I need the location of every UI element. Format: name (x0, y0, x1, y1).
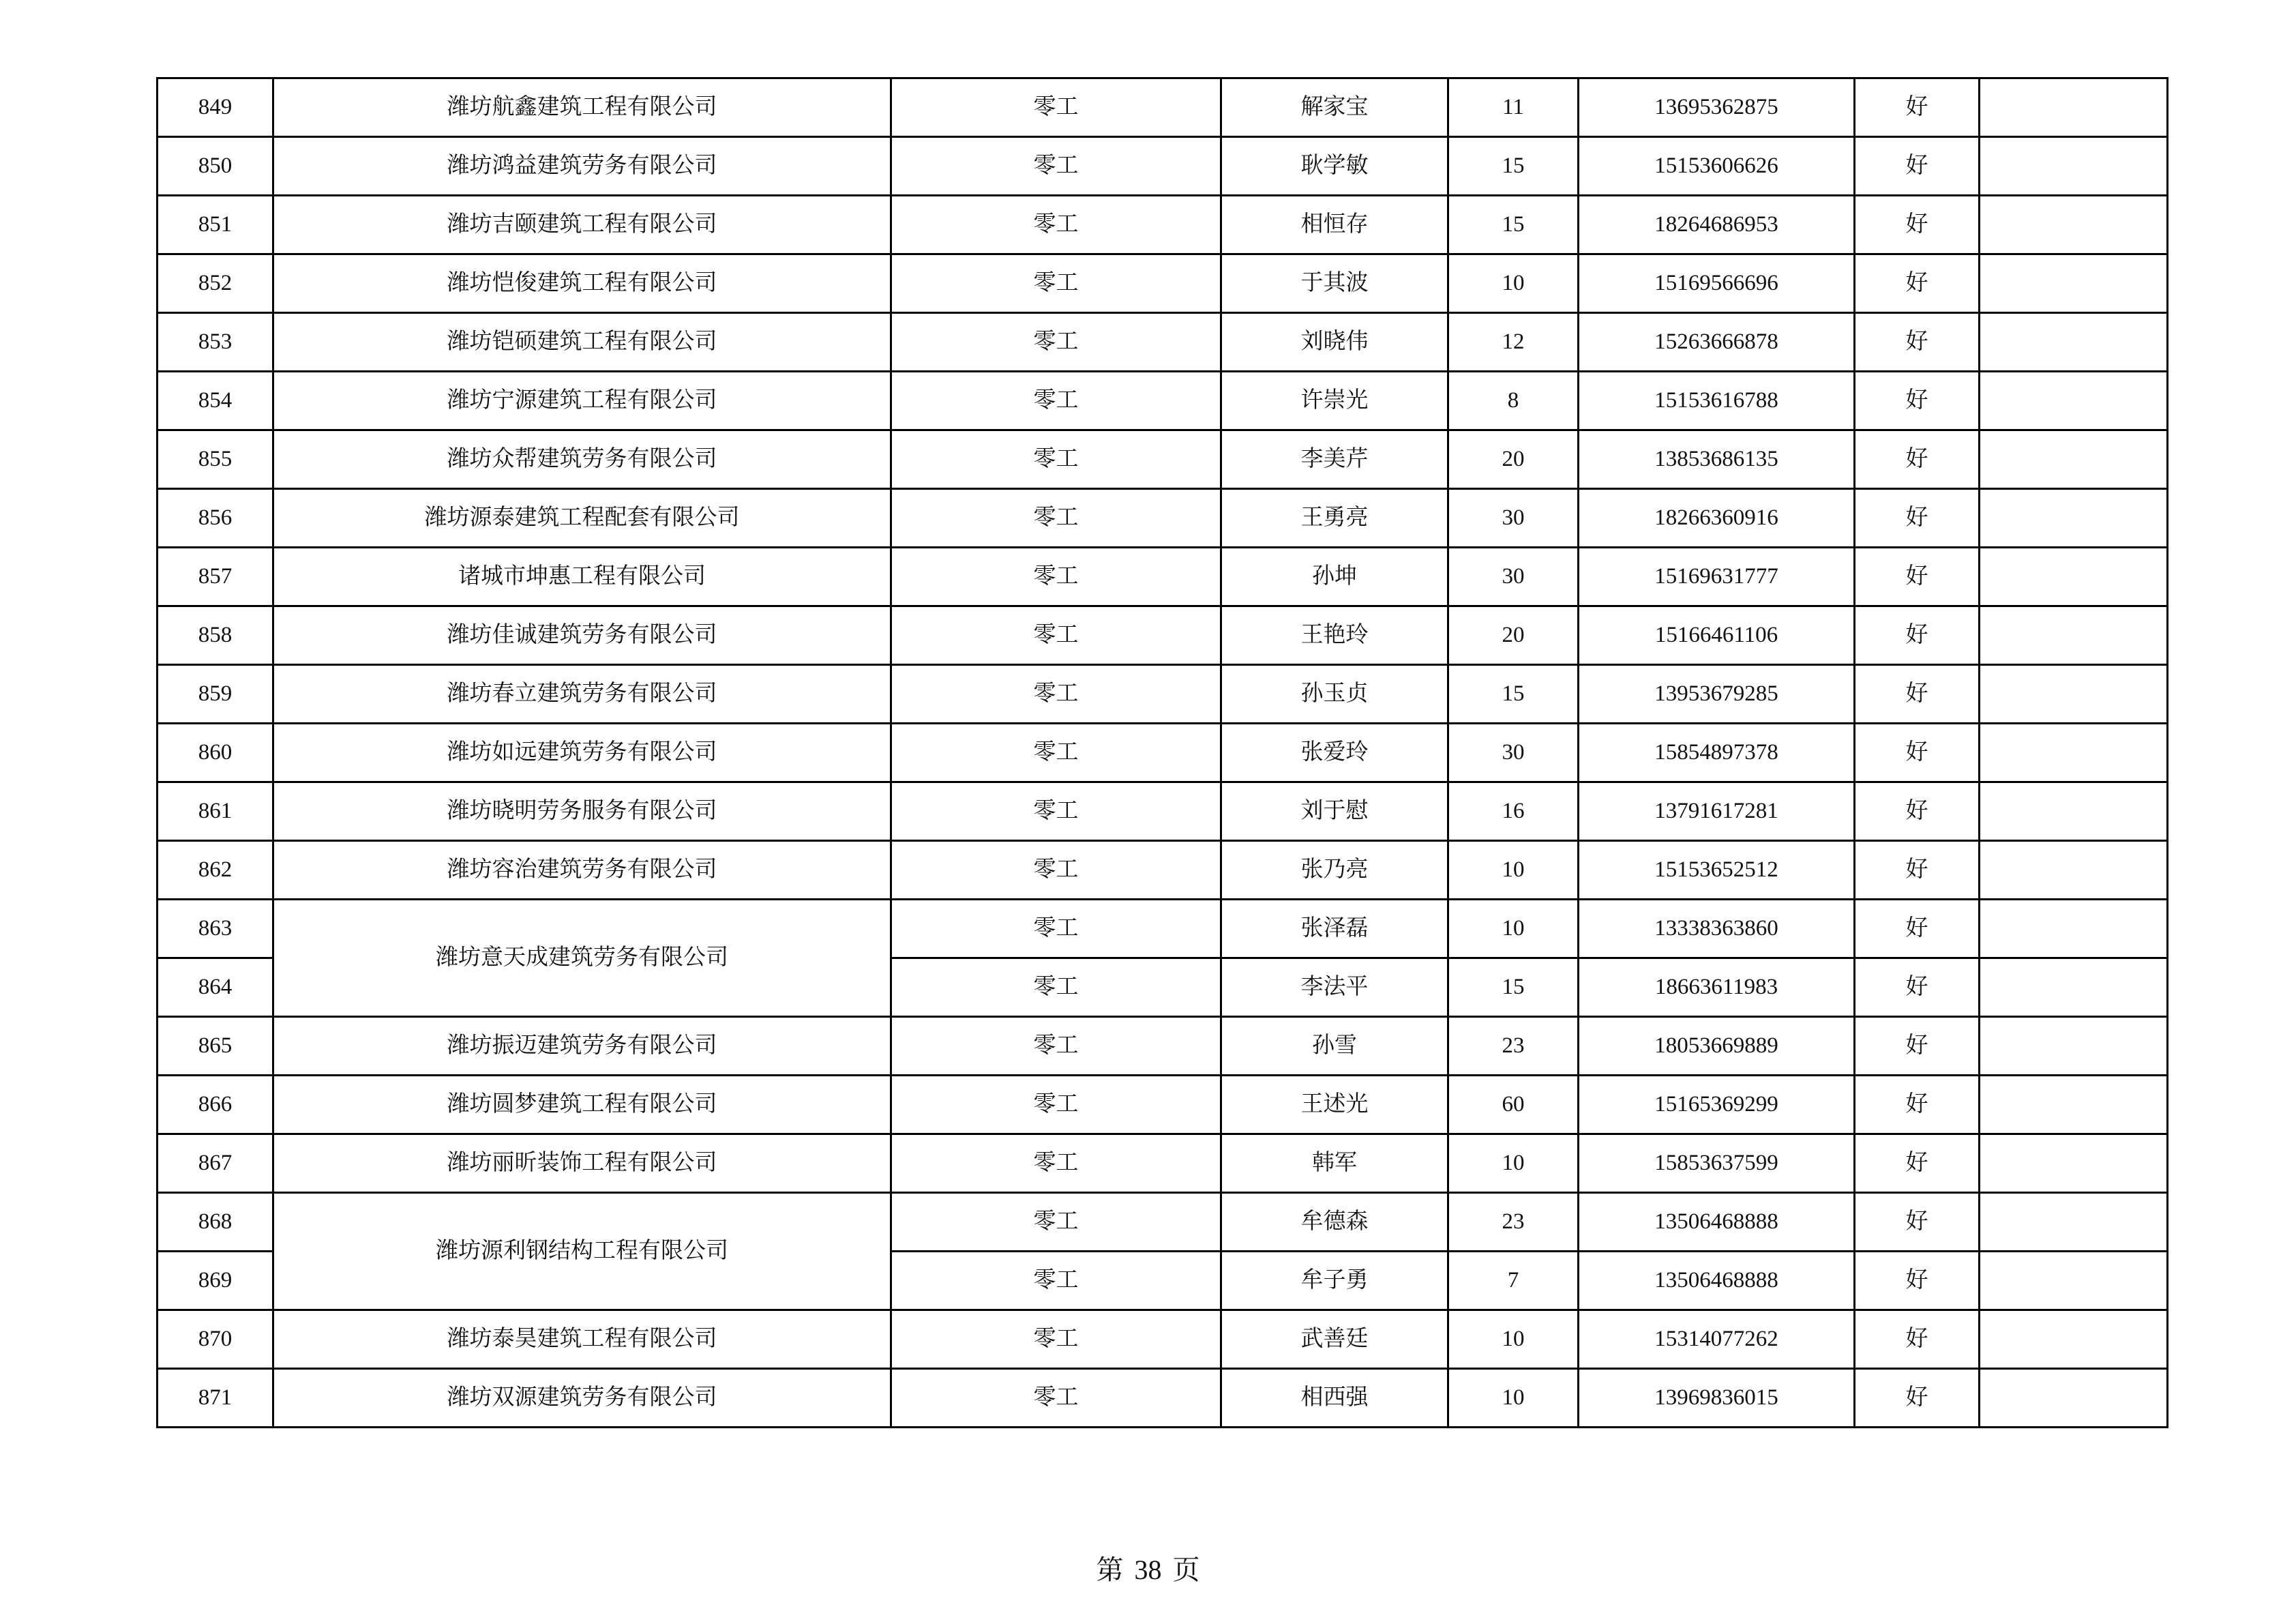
rating-cell: 好 (1855, 1193, 1980, 1252)
company-name-cell: 潍坊容治建筑劳务有限公司 (273, 841, 891, 900)
remark-cell (1980, 1252, 2168, 1310)
contact-name-cell: 孙玉贞 (1221, 665, 1448, 724)
rating-cell: 好 (1855, 900, 1980, 958)
phone-cell: 13791617281 (1579, 782, 1855, 841)
table-row (158, 1134, 2168, 1193)
company-name-cell: 潍坊振迈建筑劳务有限公司 (273, 1017, 891, 1076)
job-type-cell: 零工 (891, 372, 1221, 430)
contact-name-cell: 李法平 (1221, 958, 1448, 1017)
table-row (158, 900, 2168, 958)
remark-cell (1980, 606, 2168, 665)
rating-cell: 好 (1855, 1134, 1980, 1193)
job-type-cell: 零工 (891, 841, 1221, 900)
row-number-cell: 849 (158, 78, 273, 137)
contact-name-cell: 刘晓伟 (1221, 313, 1448, 372)
job-type-cell: 零工 (891, 1369, 1221, 1428)
table-row (158, 313, 2168, 372)
phone-cell: 15169566696 (1579, 254, 1855, 313)
table-row (158, 548, 2168, 606)
row-number-cell: 862 (158, 841, 273, 900)
contact-name-cell: 王述光 (1221, 1076, 1448, 1134)
phone-cell: 15314077262 (1579, 1310, 1855, 1369)
rating-cell: 好 (1855, 372, 1980, 430)
remark-cell (1980, 1134, 2168, 1193)
remark-cell (1980, 1193, 2168, 1252)
worker-count-cell: 10 (1448, 1134, 1579, 1193)
row-number-cell: 855 (158, 430, 273, 489)
job-type-cell: 零工 (891, 606, 1221, 665)
rating-cell: 好 (1855, 1310, 1980, 1369)
table-row (158, 1076, 2168, 1134)
table-row (158, 1193, 2168, 1252)
phone-cell: 13953679285 (1579, 665, 1855, 724)
worker-count-cell: 10 (1448, 254, 1579, 313)
row-number-cell: 856 (158, 489, 273, 548)
company-name-cell: 潍坊圆梦建筑工程有限公司 (273, 1076, 891, 1134)
worker-count-cell: 10 (1448, 841, 1579, 900)
company-name-cell: 潍坊铠硕建筑工程有限公司 (273, 313, 891, 372)
rating-cell: 好 (1855, 78, 1980, 137)
remark-cell (1980, 430, 2168, 489)
company-name-cell: 潍坊源利钢结构工程有限公司 (273, 1193, 891, 1310)
phone-cell: 15263666878 (1579, 313, 1855, 372)
row-number-cell: 860 (158, 724, 273, 782)
table-row (158, 841, 2168, 900)
worker-count-cell: 10 (1448, 900, 1579, 958)
row-number-cell: 867 (158, 1134, 273, 1193)
rating-cell: 好 (1855, 137, 1980, 196)
table-row (158, 1017, 2168, 1076)
rating-cell: 好 (1855, 1369, 1980, 1428)
job-type-cell: 零工 (891, 1134, 1221, 1193)
rating-cell: 好 (1855, 254, 1980, 313)
job-type-cell: 零工 (891, 900, 1221, 958)
remark-cell (1980, 841, 2168, 900)
contact-name-cell: 李美芹 (1221, 430, 1448, 489)
job-type-cell: 零工 (891, 724, 1221, 782)
row-number-cell: 851 (158, 196, 273, 254)
phone-cell: 15165369299 (1579, 1076, 1855, 1134)
contact-name-cell: 耿学敏 (1221, 137, 1448, 196)
table-row (158, 78, 2168, 137)
phone-cell: 18663611983 (1579, 958, 1855, 1017)
company-name-cell: 潍坊晓明劳务服务有限公司 (273, 782, 891, 841)
table-row (158, 1369, 2168, 1428)
worker-count-cell: 15 (1448, 137, 1579, 196)
company-name-cell: 潍坊春立建筑劳务有限公司 (273, 665, 891, 724)
contact-name-cell: 牟子勇 (1221, 1252, 1448, 1310)
contact-name-cell: 解家宝 (1221, 78, 1448, 137)
worker-count-cell: 23 (1448, 1193, 1579, 1252)
contact-name-cell: 张乃亮 (1221, 841, 1448, 900)
worker-count-cell: 23 (1448, 1017, 1579, 1076)
row-number-cell: 870 (158, 1310, 273, 1369)
page-prefix: 第 (1096, 1554, 1124, 1585)
row-number-cell: 871 (158, 1369, 273, 1428)
company-name-cell: 潍坊源泰建筑工程配套有限公司 (273, 489, 891, 548)
rating-cell: 好 (1855, 841, 1980, 900)
table-body (158, 78, 2168, 1428)
contact-name-cell: 孙雪 (1221, 1017, 1448, 1076)
worker-count-cell: 12 (1448, 313, 1579, 372)
company-name-cell: 潍坊如远建筑劳务有限公司 (273, 724, 891, 782)
remark-cell (1980, 196, 2168, 254)
rating-cell: 好 (1855, 430, 1980, 489)
worker-count-cell: 8 (1448, 372, 1579, 430)
rating-cell: 好 (1855, 724, 1980, 782)
company-table (156, 77, 2168, 1428)
rating-cell: 好 (1855, 548, 1980, 606)
contact-name-cell: 许崇光 (1221, 372, 1448, 430)
remark-cell (1980, 489, 2168, 548)
job-type-cell: 零工 (891, 313, 1221, 372)
phone-cell: 15153652512 (1579, 841, 1855, 900)
contact-name-cell: 于其波 (1221, 254, 1448, 313)
job-type-cell: 零工 (891, 782, 1221, 841)
worker-count-cell: 20 (1448, 430, 1579, 489)
remark-cell (1980, 372, 2168, 430)
rating-cell: 好 (1855, 958, 1980, 1017)
rating-cell: 好 (1855, 196, 1980, 254)
worker-count-cell: 15 (1448, 958, 1579, 1017)
row-number-cell: 857 (158, 548, 273, 606)
job-type-cell: 零工 (891, 196, 1221, 254)
rating-cell: 好 (1855, 313, 1980, 372)
company-name-cell: 诸城市坤惠工程有限公司 (273, 548, 891, 606)
job-type-cell: 零工 (891, 1252, 1221, 1310)
remark-cell (1980, 548, 2168, 606)
company-name-cell: 潍坊鸿益建筑劳务有限公司 (273, 137, 891, 196)
phone-cell: 15153606626 (1579, 137, 1855, 196)
job-type-cell: 零工 (891, 1310, 1221, 1369)
phone-cell: 15854897378 (1579, 724, 1855, 782)
row-number-cell: 868 (158, 1193, 273, 1252)
remark-cell (1980, 958, 2168, 1017)
remark-cell (1980, 254, 2168, 313)
phone-cell: 18264686953 (1579, 196, 1855, 254)
remark-cell (1980, 724, 2168, 782)
phone-cell: 15853637599 (1579, 1134, 1855, 1193)
rating-cell: 好 (1855, 1017, 1980, 1076)
phone-cell: 13338363860 (1579, 900, 1855, 958)
row-number-cell: 858 (158, 606, 273, 665)
job-type-cell: 零工 (891, 254, 1221, 313)
table-row (158, 724, 2168, 782)
worker-count-cell: 15 (1448, 196, 1579, 254)
worker-count-cell: 10 (1448, 1310, 1579, 1369)
worker-count-cell: 10 (1448, 1369, 1579, 1428)
row-number-cell: 864 (158, 958, 273, 1017)
contact-name-cell: 王艳玲 (1221, 606, 1448, 665)
row-number-cell: 861 (158, 782, 273, 841)
rating-cell: 好 (1855, 1252, 1980, 1310)
remark-cell (1980, 78, 2168, 137)
page-footer (0, 1548, 2296, 1587)
worker-count-cell: 11 (1448, 78, 1579, 137)
rating-cell: 好 (1855, 665, 1980, 724)
remark-cell (1980, 1369, 2168, 1428)
contact-name-cell: 孙坤 (1221, 548, 1448, 606)
worker-count-cell: 20 (1448, 606, 1579, 665)
job-type-cell: 零工 (891, 489, 1221, 548)
remark-cell (1980, 137, 2168, 196)
phone-cell: 13506468888 (1579, 1252, 1855, 1310)
rating-cell: 好 (1855, 782, 1980, 841)
worker-count-cell: 7 (1448, 1252, 1579, 1310)
remark-cell (1980, 665, 2168, 724)
phone-cell: 13969836015 (1579, 1369, 1855, 1428)
phone-cell: 15153616788 (1579, 372, 1855, 430)
phone-cell: 18266360916 (1579, 489, 1855, 548)
worker-count-cell: 30 (1448, 548, 1579, 606)
row-number-cell: 854 (158, 372, 273, 430)
table-row (158, 606, 2168, 665)
phone-cell: 15169631777 (1579, 548, 1855, 606)
company-name-cell: 潍坊丽昕装饰工程有限公司 (273, 1134, 891, 1193)
company-name-cell: 潍坊宁源建筑工程有限公司 (273, 372, 891, 430)
job-type-cell: 零工 (891, 665, 1221, 724)
worker-count-cell: 30 (1448, 724, 1579, 782)
remark-cell (1980, 1310, 2168, 1369)
contact-name-cell: 张爱玲 (1221, 724, 1448, 782)
remark-cell (1980, 1076, 2168, 1134)
job-type-cell: 零工 (891, 1076, 1221, 1134)
worker-count-cell: 60 (1448, 1076, 1579, 1134)
phone-cell: 15166461106 (1579, 606, 1855, 665)
table-row (158, 430, 2168, 489)
job-type-cell: 零工 (891, 137, 1221, 196)
table-row (158, 665, 2168, 724)
contact-name-cell: 牟德森 (1221, 1193, 1448, 1252)
row-number-cell: 863 (158, 900, 273, 958)
row-number-cell: 852 (158, 254, 273, 313)
company-name-cell: 潍坊航鑫建筑工程有限公司 (273, 78, 891, 137)
worker-count-cell: 16 (1448, 782, 1579, 841)
company-name-cell: 潍坊佳诚建筑劳务有限公司 (273, 606, 891, 665)
table-row (158, 196, 2168, 254)
contact-name-cell: 相恒存 (1221, 196, 1448, 254)
job-type-cell: 零工 (891, 78, 1221, 137)
row-number-cell: 859 (158, 665, 273, 724)
worker-count-cell: 15 (1448, 665, 1579, 724)
table-row (158, 137, 2168, 196)
page-suffix: 页 (1172, 1554, 1200, 1585)
rating-cell: 好 (1855, 606, 1980, 665)
table-row (158, 489, 2168, 548)
row-number-cell: 869 (158, 1252, 273, 1310)
job-type-cell: 零工 (891, 548, 1221, 606)
worker-count-cell: 30 (1448, 489, 1579, 548)
company-name-cell: 潍坊意天成建筑劳务有限公司 (273, 900, 891, 1017)
company-name-cell: 潍坊吉颐建筑工程有限公司 (273, 196, 891, 254)
rating-cell: 好 (1855, 1076, 1980, 1134)
remark-cell (1980, 1017, 2168, 1076)
job-type-cell: 零工 (891, 958, 1221, 1017)
page-number: 38 (1134, 1554, 1162, 1585)
phone-cell: 13695362875 (1579, 78, 1855, 137)
phone-cell: 13506468888 (1579, 1193, 1855, 1252)
job-type-cell: 零工 (891, 430, 1221, 489)
remark-cell (1980, 782, 2168, 841)
row-number-cell: 866 (158, 1076, 273, 1134)
company-name-cell: 潍坊众帮建筑劳务有限公司 (273, 430, 891, 489)
contact-name-cell: 王勇亮 (1221, 489, 1448, 548)
company-name-cell: 潍坊泰昊建筑工程有限公司 (273, 1310, 891, 1369)
job-type-cell: 零工 (891, 1017, 1221, 1076)
table-row (158, 254, 2168, 313)
row-number-cell: 865 (158, 1017, 273, 1076)
contact-name-cell: 韩军 (1221, 1134, 1448, 1193)
rating-cell: 好 (1855, 489, 1980, 548)
table-row (158, 1310, 2168, 1369)
remark-cell (1980, 313, 2168, 372)
contact-name-cell: 张泽磊 (1221, 900, 1448, 958)
contact-name-cell: 相西强 (1221, 1369, 1448, 1428)
company-name-cell: 潍坊双源建筑劳务有限公司 (273, 1369, 891, 1428)
company-name-cell: 潍坊恺俊建筑工程有限公司 (273, 254, 891, 313)
phone-cell: 18053669889 (1579, 1017, 1855, 1076)
table-row (158, 372, 2168, 430)
row-number-cell: 853 (158, 313, 273, 372)
contact-name-cell: 武善廷 (1221, 1310, 1448, 1369)
row-number-cell: 850 (158, 137, 273, 196)
contact-name-cell: 刘于慰 (1221, 782, 1448, 841)
remark-cell (1980, 900, 2168, 958)
job-type-cell: 零工 (891, 1193, 1221, 1252)
phone-cell: 13853686135 (1579, 430, 1855, 489)
table-row (158, 782, 2168, 841)
